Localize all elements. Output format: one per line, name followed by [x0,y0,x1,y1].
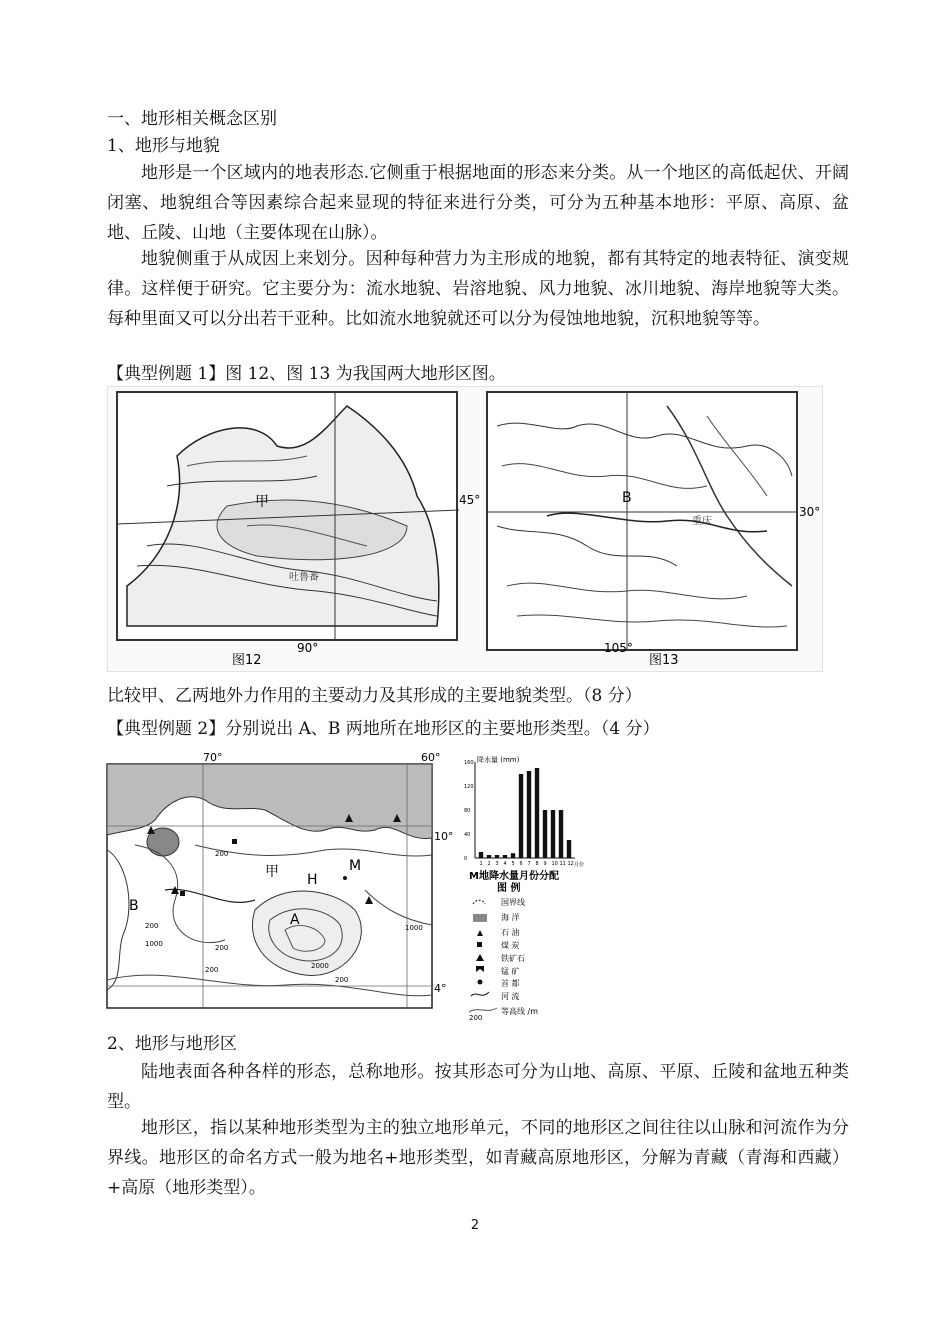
label-b-map: B [129,898,139,914]
label-jia: 甲 [255,494,269,510]
example-2-title: 【典型例题 2】分别说出 A、B 两地所在地形区的主要地形类型。（4 分） [107,719,660,739]
chart-y-tick: 40 [464,832,471,838]
label-b: B [622,490,632,506]
section-heading: 一、地形相关概念区别 [107,109,277,129]
map-example-2 [105,750,587,1022]
legend-label-coal: 煤 炭 [501,941,520,950]
chart-x-tick: 2 [487,861,491,867]
chart-x-tick: 10 [551,861,558,867]
chart-x-tick: 4 [503,861,507,867]
subheading-landform-geomorphology: 1、地形与地貌 [107,136,220,156]
rain-bar-month-12 [567,840,571,858]
contour-label: 200 [335,976,349,984]
contour-label: 2000 [311,962,329,970]
chart-y-tick: 120 [464,784,474,790]
paragraph-geomorphology: 地貌侧重于从成因上来划分。因种每种营力为主形成的地貌，都有其特定的地表特征、演变规律。这样便于研究。它主要分为：流水地貌、岩溶地貌、风力地貌、冰川地貌、海岸地貌等大类。每种里面又可以分出若干亚种。比如流水地貌就还可以分为侵蚀地地貌，沉积地貌等等。 [107,249,849,329]
chart-x-tick: 7 [527,861,531,867]
contour-label: 1000 [405,924,423,932]
label-a: A [290,912,300,928]
chart-ylabel: 降水量 (mm) [477,756,520,764]
rain-bar-month-11 [559,810,563,858]
map-fig12 [117,392,480,668]
label-jia-map: 甲 [265,864,279,880]
map-fig13 [487,392,820,668]
rain-bar-month-7 [527,771,531,858]
legend-contour-sample: 200 [469,1014,483,1022]
legend-label-border: 国界线 [501,898,525,907]
coal-icon [477,942,482,947]
caption-fig12: 图12 [232,653,262,668]
rain-bar-month-9 [543,810,547,858]
contour-label: 200 [145,922,159,930]
contour-label: 200 [215,944,229,952]
ocean-swatch-icon [473,914,487,922]
lat-10: 10° [434,830,454,843]
legend-label-iron: 铁矿石 [501,954,525,963]
lat-45: 45° [459,493,481,507]
capital-icon [478,980,483,985]
lon-105: 105° [604,641,633,655]
caption-fig13: 图13 [649,653,679,668]
label-m: M [349,858,362,874]
rain-bar-month-4 [503,855,507,858]
contour-label: 1000 [145,940,163,948]
label-h: H [307,872,318,888]
legend-label-capital: 首 都 [501,979,520,988]
map-venezuela [107,751,454,1008]
lon-60: 60° [421,751,441,764]
legend-label-ocean: 海 洋 [501,913,520,922]
lon-70: 70° [203,751,223,764]
place-chongqing: 重庆 [692,516,712,527]
chart-x-tick: 11 [559,861,566,867]
place-turpan: 吐鲁番 [289,572,319,583]
chart-x-tick: 6 [519,861,523,867]
legend-label-river: 河 流 [501,992,520,1001]
contour-label: 200 [205,966,219,974]
chart-y-tick: 80 [464,808,471,814]
rain-bar-month-10 [551,810,555,858]
rain-bar-month-3 [495,855,499,858]
example-1-title: 【典型例题 1】图 12、图 13 为我国两大地形区图。 [107,364,506,384]
contour-label: 200 [215,850,229,858]
rain-bar-month-5 [511,853,515,858]
figure-12-13 [107,386,823,672]
legend-label-contour: 等高线 /m [501,1007,539,1016]
subheading-landform-region: 2、地形与地形区 [107,1034,237,1054]
chart-x-tick: 9 [543,861,547,867]
map-fig12-fig13 [107,386,823,672]
legend-label-manganese: 锰 矿 [501,967,520,976]
question-1: 比较甲、乙两地外力作用的主要动力及其形成的主要地貌类型。（8 分） [107,686,642,706]
paragraph-landform-types: 陆地表面各种各样的形态，总称地形。按其形态可分为山地、高原、平原、丘陵和盆地五种类型。 [107,1062,849,1112]
figure-example-2 [105,750,587,1022]
lat-30: 30° [799,505,821,519]
legend-label-oil: 石 油 [501,928,520,937]
chart-month-unit: 月份 [574,862,585,868]
paragraph-landform: 地形是一个区域内的地表形态.它侧重于根据地面的形态来分类。从一个地区的高低起伏、开阔闭塞、地貌组合等因素综合起来显现的特征来进行分类，可分为五种基本地形：平原、高原、盆地、丘陵、山地（主要体现在山脉）。 [107,163,849,243]
lon-90: 90° [297,641,319,655]
rain-bar-month-2 [487,855,491,858]
chart-y-tick: 0 [464,856,468,862]
chart-x-tick: 8 [535,861,539,867]
chart-x-tick: 5 [511,861,515,867]
rain-bar-month-1 [479,852,483,858]
rain-bar-month-8 [535,768,539,858]
chart-x-tick: 12 [567,861,574,867]
chart-title: M地降水量月份分配 [469,871,559,882]
lat-4: 4° [434,982,447,995]
paragraph-landform-region: 地形区，指以某种地形类型为主的独立地形单元，不同的地形区之间往往以山脉和河流作为分界线。地形区的命名方式一般为地名+地形类型，如青藏高原地形区，分解为青藏（青海和西藏）+高原（地形类型）。 [107,1118,849,1198]
rain-bar-month-6 [519,774,523,858]
legend-title: 图 例 [497,883,521,894]
chart-y-tick: 160 [464,760,474,766]
chart-x-tick: 1 [479,861,483,867]
chart-x-tick: 3 [495,861,499,867]
page-number: 2 [470,1218,480,1233]
